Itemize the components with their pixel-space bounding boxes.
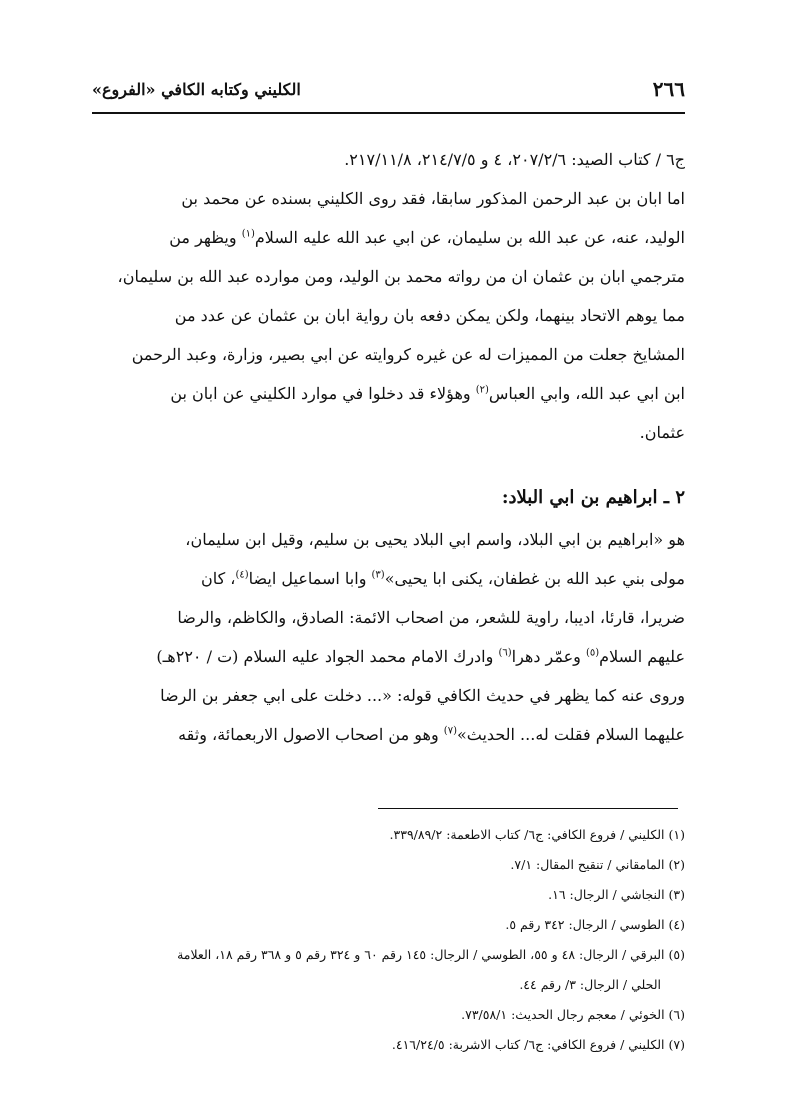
text-line: مولى بني عبد الله بن غطفان، يكنى ابا يحيى»$^{(٣)}$ وابا اسماعيل ايضا$^{(٤)}$، كان <box>200 569 685 588</box>
footnote: (٣) النجاشي / الرجال: ١٦. <box>548 887 685 902</box>
footnote: (٧) الكليني / فروع الكافي: ج٦/ كتاب الاشربة: ٤١٦/٢٤/٥. <box>391 1037 685 1052</box>
footnote: (١) الكليني / فروع الكافي: ج٦/ كتاب الاطعمة: ٣٣٩/٨٩/٢. <box>389 827 685 842</box>
section-heading: ٢ ـ ابراهيم بن ابي البلاد: <box>501 487 685 508</box>
text-line: المشايخ جعلت من المميزات له عن غيره كروايته عن ابي بصير، وزارة، وعبد الرحمن <box>131 345 685 364</box>
header-divider <box>92 112 685 114</box>
footnotes <box>95 820 685 1060</box>
footnote: (٤) الطوسي / الرجال: ٣٤٢ رقم ٥. <box>505 917 685 932</box>
footnote-divider <box>378 808 678 809</box>
citation-line: ج٦ / كتاب الصيد: ٢٠٧/٢/٦، ٤ و ٢١٤/٧/٥، ٢١٧/١١/٨. <box>344 150 685 169</box>
running-title: الكليني وكتابه الكافي «الفروع» <box>92 79 301 99</box>
paragraph-ibrahim <box>95 520 685 754</box>
text-line: هو «ابراهيم بن ابي البلاد، واسم ابي البلاد يحيى بن سليم، وقيل ابن سليمان، <box>185 530 685 549</box>
text-line: ضريرا، قارئا، اديبا، راوية للشعر، من اصحاب الائمة: الصادق، والكاظم، والرضا <box>177 608 685 627</box>
spacer <box>95 452 685 476</box>
page-number: ٢٦٦ <box>652 77 685 101</box>
text-line: مما يوهم الاتحاد بينهما، ولكن يمكن دفعه بان رواية ابان بن عثمان عن عدد من <box>174 306 685 325</box>
text-line: عثمان. <box>639 423 685 442</box>
footnote: (٦) الخوئي / معجم رجال الحديث: ٧٣/٥٨/١. <box>461 1007 685 1022</box>
page-header <box>92 74 685 104</box>
main-text <box>95 140 685 754</box>
footnote-ref: (٥) <box>585 647 600 659</box>
text-line: ابن ابي عبد الله، وابي العباس$^{(٢)}$ وهؤلاء قد دخلوا في موارد الكليني عن ابان بن <box>170 384 685 403</box>
text-line: عليهم السلام$^{(٥)}$ وعمّر دهرا$^{(٦)}$ وادرك الامام محمد الجواد عليه السلام (ت / ٢٢٠هـ) <box>156 647 685 666</box>
footnote-ref: (٦) <box>498 647 512 659</box>
text-line: وروى عنه كما يظهر في حديث الكافي قوله: «... دخلت على ابي جعفر بن الرضا <box>160 686 685 705</box>
text-line: مترجمي ابان بن عثمان ان من رواته محمد بن الوليد، ومن موارده عبد الله بن سليمان، <box>117 267 685 286</box>
text-line: اما ابان بن عبد الرحمن المذكور سابقا، فقد روى الكليني بسنده عن محمد بن <box>181 189 685 208</box>
footnote: (٢) المامقاني / تنقيح المقال: ٧/١. <box>510 857 685 872</box>
footnote-ref: (٣) <box>371 569 385 581</box>
footnote: (٥) البرقي / الرجال: ٤٨ و ٥٥، الطوسي / الرجال: ١٤٥ رقم ٦٠ و ٣٢٤ رقم ٥ و ٣٦٨ رقم ١٨، العلامة <box>177 947 685 962</box>
footnote-ref: (٧) <box>443 725 457 737</box>
footnote-ref: (١) <box>241 228 255 240</box>
text-line: الوليد، عنه، عن عبد الله بن سليمان، عن ابي عبد الله عليه السلام$^{(١)}$ ويظهر من <box>169 228 685 247</box>
text-line: عليهما السلام فقلت له... الحديث»$^{(٧)}$ وهو من اصحاب الاصول الاربعمائة، وثقه <box>178 725 685 744</box>
paragraph-aban <box>95 179 685 452</box>
footnote-ref: (٤) <box>235 569 249 581</box>
footnote-ref: (٢) <box>475 384 489 396</box>
footnote-continuation: الحلي / الرجال: ٣/ رقم ٤٤. <box>519 977 661 992</box>
